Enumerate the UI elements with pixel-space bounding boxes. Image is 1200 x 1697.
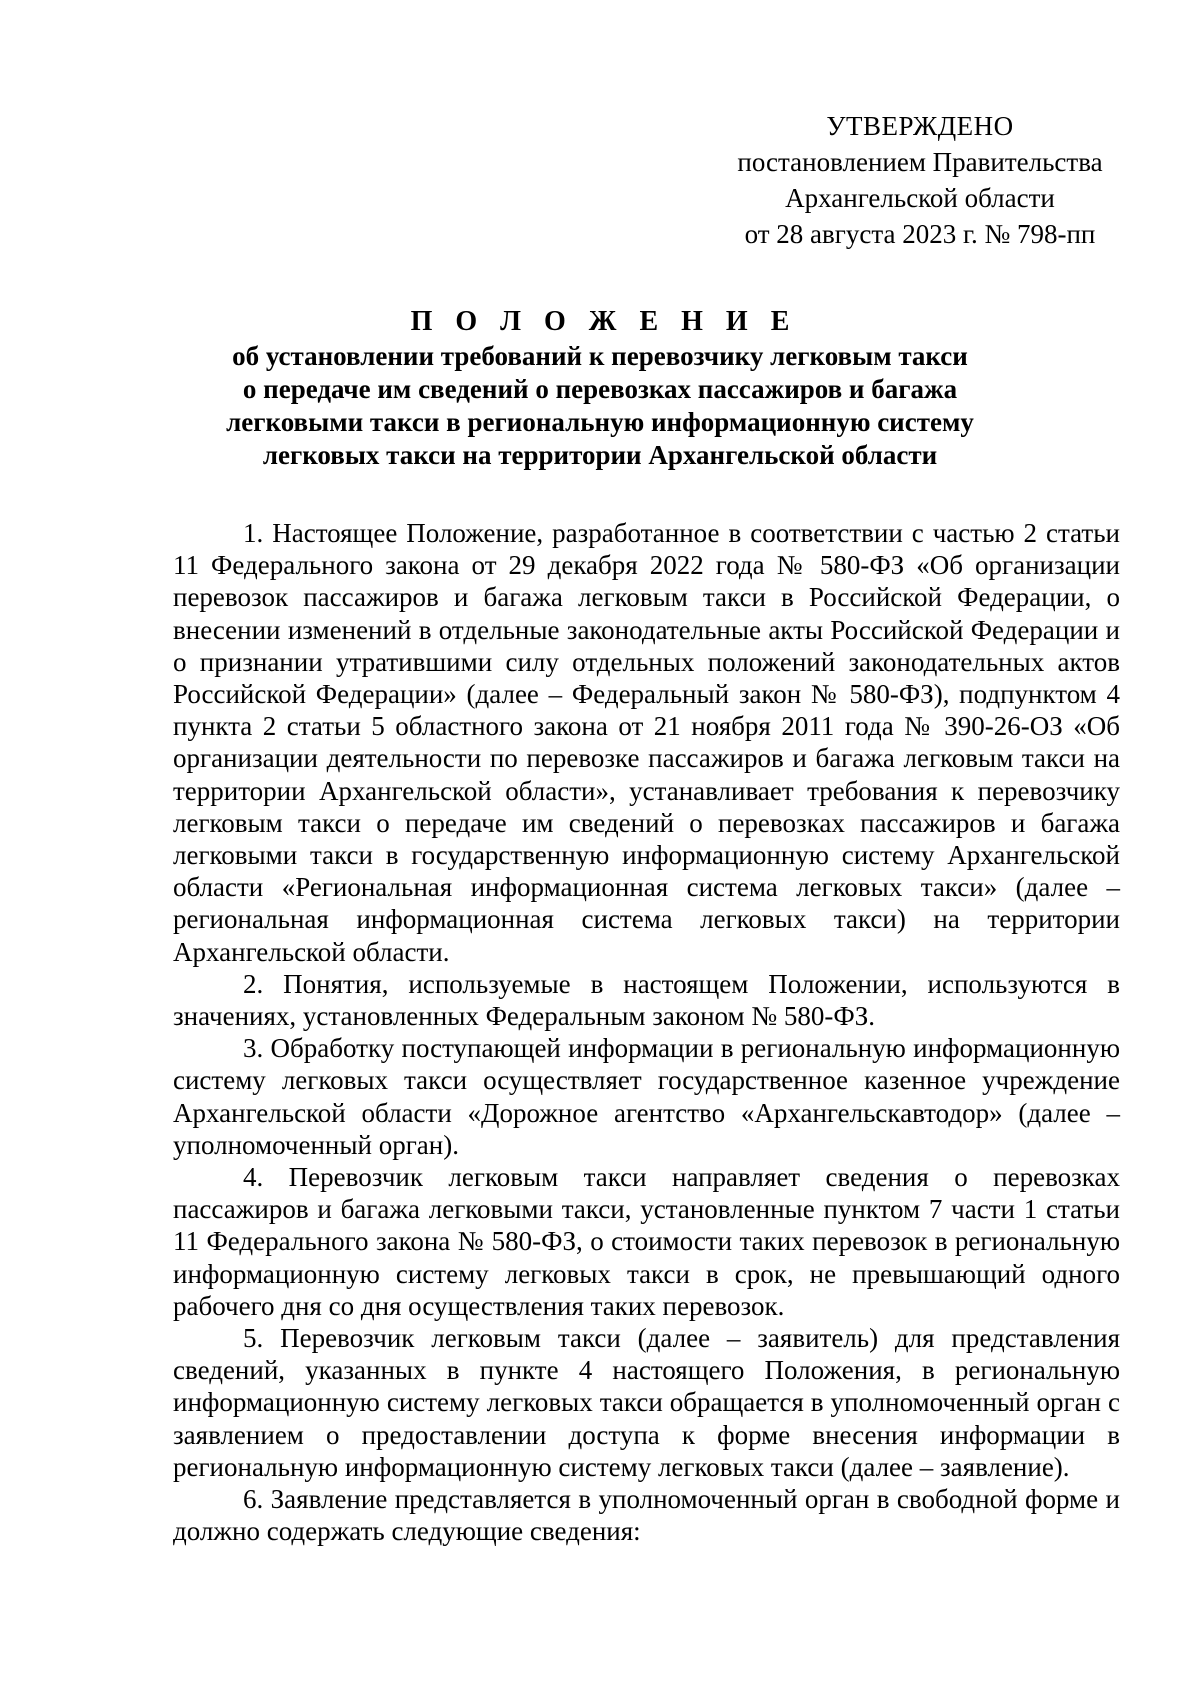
paragraph-6: 6. Заявление представляется в уполномоченный орган в свободной форме и должно содержать следующие сведения: bbox=[173, 1484, 1120, 1547]
approval-line: постановлением Правительства bbox=[737, 147, 1103, 177]
paragraph-1: 1. Настоящее Положение, разработанное в соответствии с частью 2 статьи 11 Федерального закона от 29 декабря 2022 года № 580-ФЗ «Об организации перевозок пассажиров и багажа легковым такси в Российской Федерации, о внесении изменений в отдельные законодательные акты Российской Федерации и о признании утратившими силу отдельных положений законодательных актов Российской Федерации» (далее – Федеральный закон № 580-ФЗ), подпунктом 4 пункта 2 статьи 5 областного закона от 21 ноября 2011 года № 390-26-ОЗ «Об организации деятельности по перевозке пассажиров и багажа легковым такси на территории Архангельской области», устанавливает требования к перевозчику легковым такси о передаче им сведений о перевозках пассажиров и багажа легковыми такси в государственную информационную систему Архангельской области «Региональная информационная система легковых такси» (далее – региональная информационная система легковых такси) на территории Архангельской области. bbox=[173, 518, 1120, 967]
document-header bbox=[150, 305, 1050, 472]
approval-heading: УТВЕРЖДЕНО bbox=[826, 111, 1014, 141]
approval-line: Архангельской области bbox=[785, 183, 1055, 213]
paragraph-3: 3. Обработку поступающей информации в региональную информационную систему легковых такси осуществляет государственное казенное учреждение Архангельской области «Дорожное агентство «Архангельскавтодор» (далее – уполномоченный орган). bbox=[173, 1033, 1120, 1160]
paragraph-4: 4. Перевозчик легковым такси направляет сведения о перевозках пассажиров и багажа легковыми такси, установленные пунктом 7 части 1 статьи 11 Федерального закона № 580-ФЗ, о стоимости таких перевозок в региональную информационную систему легковых такси в срок, не превышающий одного рабочего дня со дня осуществления таких перевозок. bbox=[173, 1162, 1120, 1321]
document-subtitle-line: о передаче им сведений о перевозках пассажиров и багажа bbox=[242, 374, 958, 404]
paragraph-5: 5. Перевозчик легковым такси (далее – заявитель) для представления сведений, указанных в пункте 4 настоящего Положения, в региональную информационную систему легковых такси обращается в уполномоченный орган с заявлением о предоставлении доступа к форме внесения информации в региональную информационную систему легковых такси (далее – заявление). bbox=[173, 1323, 1120, 1482]
document-body bbox=[173, 517, 1120, 1548]
approval-date-number: от 28 августа 2023 г. № 798-пп bbox=[744, 219, 1096, 249]
document-subtitle-line: легковыми такси в региональную информационную систему bbox=[226, 407, 974, 437]
document-subtitle-line: легковых такси на территории Архангельской области bbox=[262, 440, 938, 470]
document-subtitle-line: об установлении требований к перевозчику легковым такси bbox=[232, 341, 968, 371]
document-title: П О Л О Ж Е Н И Е bbox=[410, 306, 798, 337]
paragraph-2: 2. Понятия, используемые в настоящем Положении, используются в значениях, установленных Федеральным законом № 580-ФЗ. bbox=[173, 968, 1120, 1032]
approval-stamp bbox=[720, 108, 1120, 252]
